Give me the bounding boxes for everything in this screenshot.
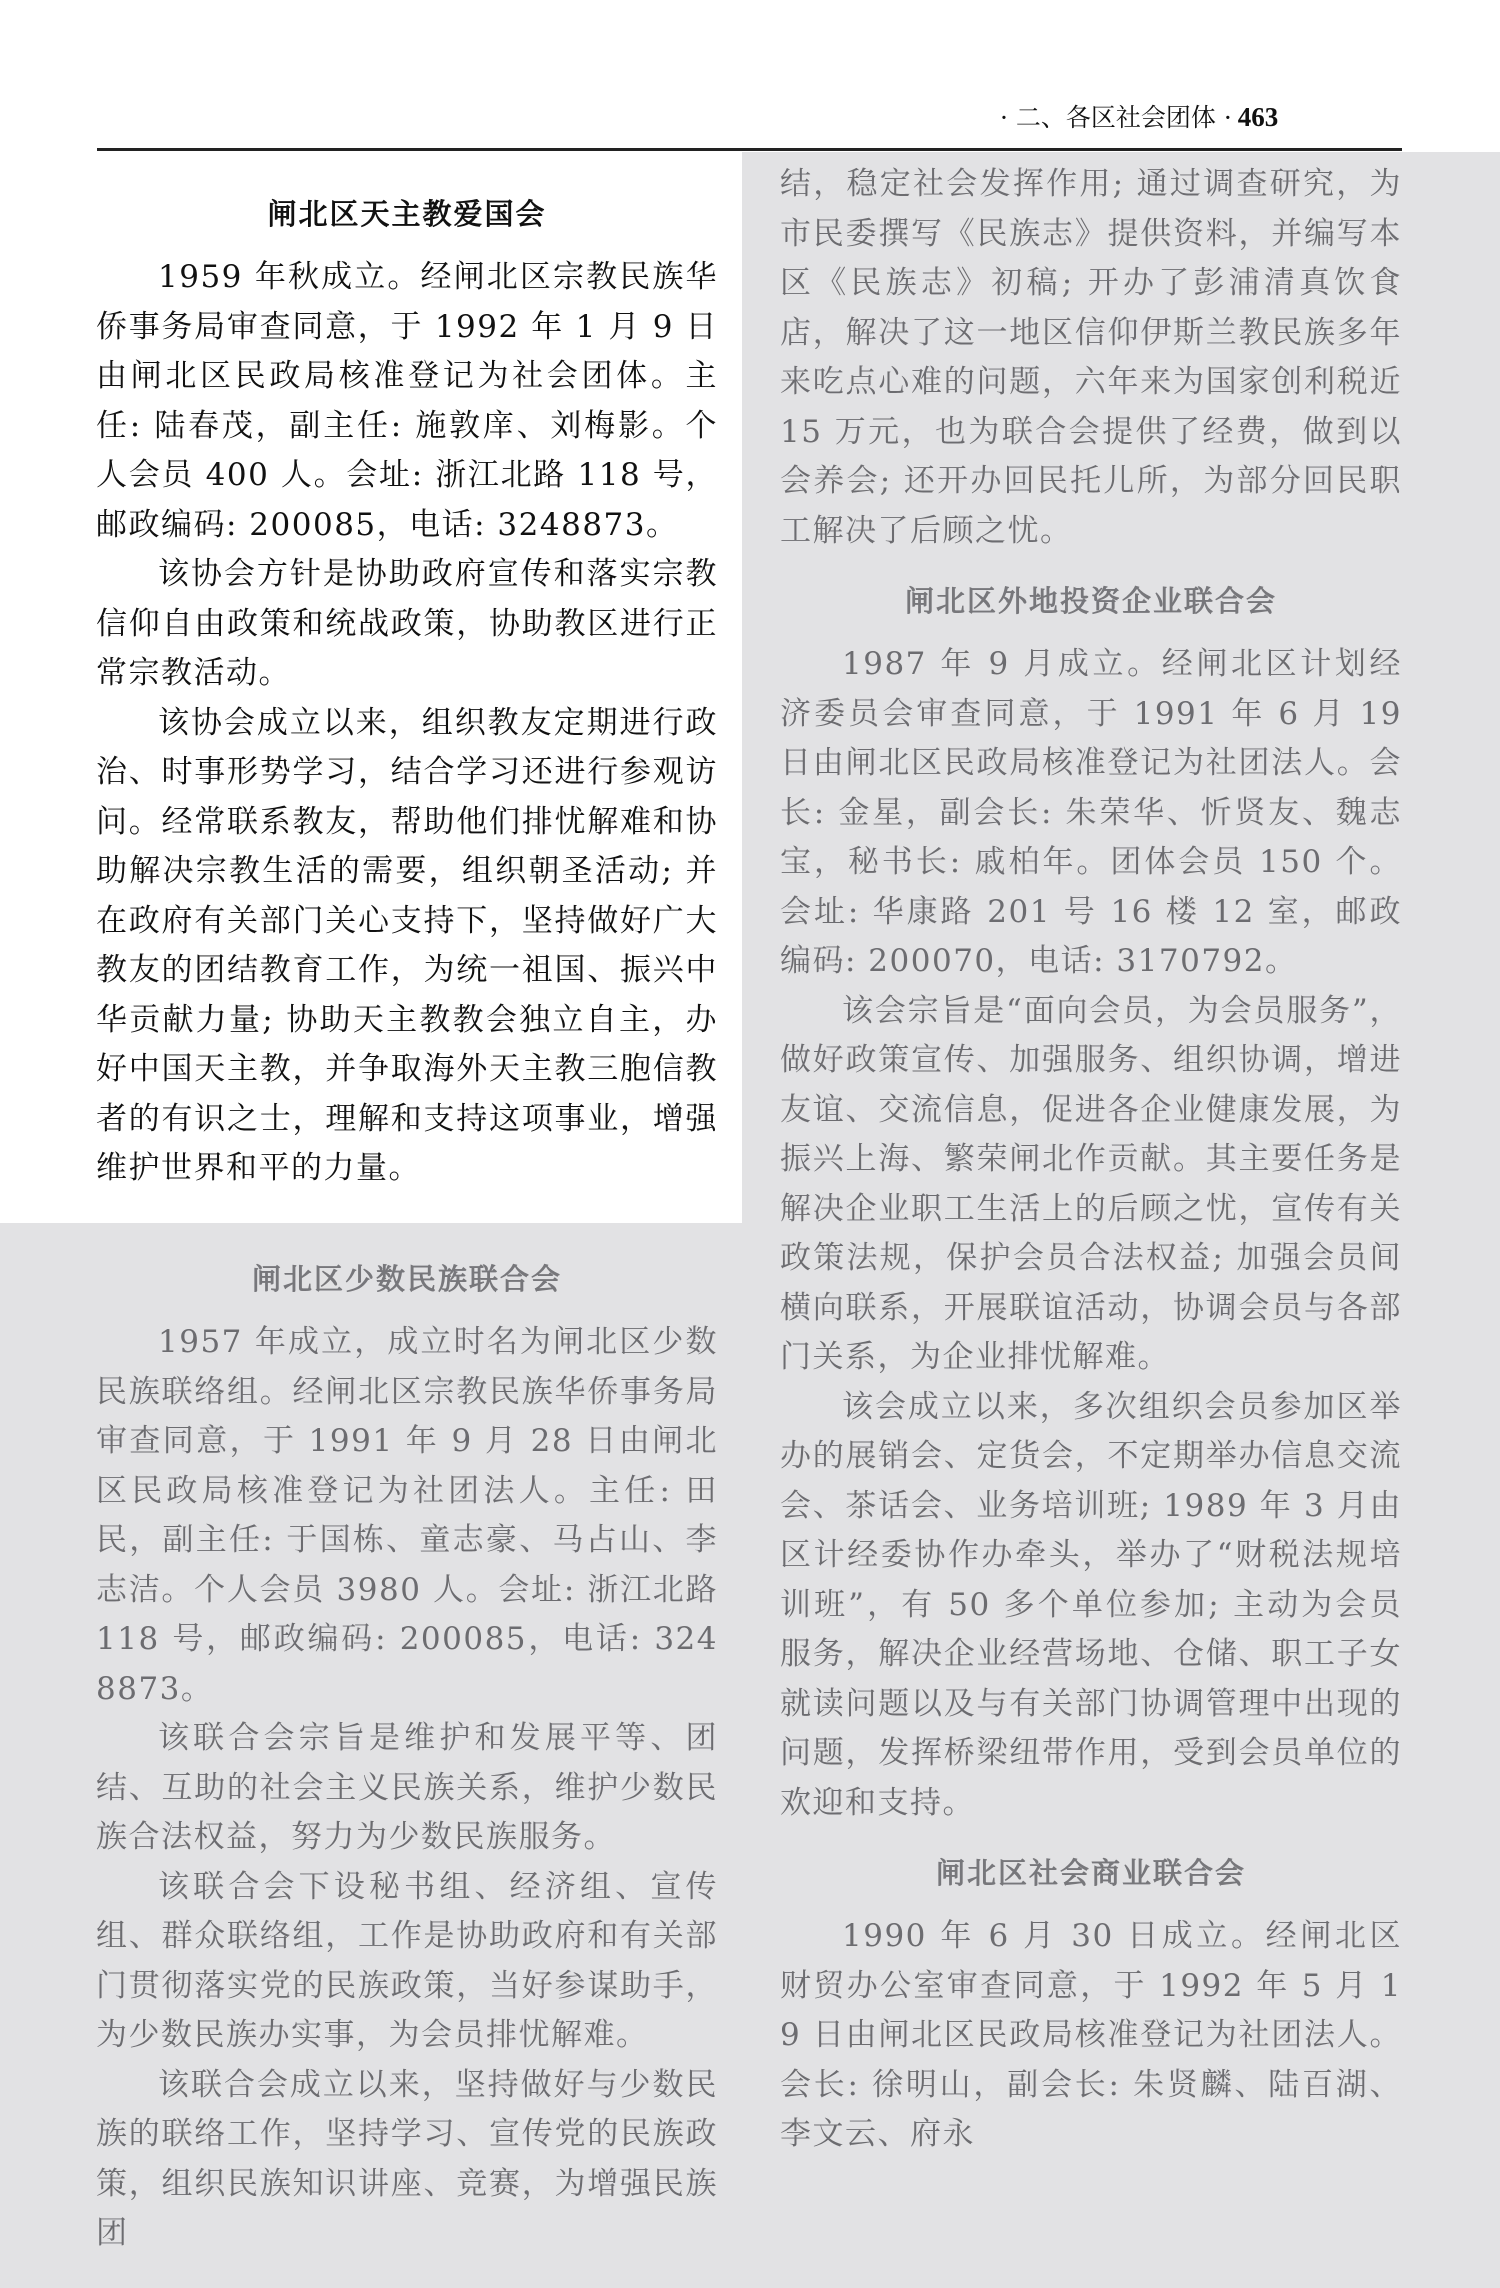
header-section: · 二、各区社会团体 ·	[1000, 103, 1232, 132]
article-title: 闸北区天主教爱国会	[267, 197, 547, 231]
article-paragraph: 该联合会宗旨是维护和发展平等、团结、互助的社会主义民族关系，维护少数民族合法权益，努力为少数民族服务。	[96, 1720, 718, 1855]
article-title: 闸北区外地投资企业联合会	[904, 584, 1277, 618]
article-paragraph: 该协会方针是协助政府宣传和落实宗教信仰自由政策和统战政策，协助教区进行正常宗教活动。	[96, 556, 718, 691]
continued-paragraph: 结，稳定社会发挥作用; 通过调查研究，为市民委撰写《民族志》提供资料，并编写本区《民族志》初稿; 开办了彭浦清真饮食店，解决了这一地区信仰伊斯兰教民族多年来吃点心难的问题，六年来为国家创利税近 15 万元，也为联合会提供了经费，做到以会养会; 还开办回民托儿所，为部分回民职工解决了后顾之忧。	[780, 166, 1402, 549]
running-header	[1000, 98, 1400, 134]
article-paragraph: 该会成立以来，多次组织会员参加区举办的展销会、定货会，不定期举办信息交流会、茶话会、业务培训班; 1989 年 3 月由区计经委协作办牵头，举办了“财税法规培训班”，有 50 多个单位参加; 主动为会员服务，解决企业经营场地、仓储、职工子女就读问题以及与有关部门协调管理中出现的问题，发挥桥梁纽带作用，受到会员单位的欢迎和支持。	[780, 1388, 1402, 1821]
article-social-commerce-federation	[780, 1834, 1402, 2160]
article-paragraph: 1987 年 9 月成立。经闸北区计划经济委员会审查同意，于 1991 年 6 月 19 日由闸北区民政局核准登记为社团法人。会长: 金星，副会长: 朱荣华、忻贤友、魏志宝，秘书长: 戚柏年。团体会员 150 个。会址: 华康路 201 号 16 楼 12 室，邮政编码: 200070，电话: 3170792。	[780, 646, 1402, 979]
article-paragraph: 该联合会成立以来，坚持做好与少数民族的联络工作，坚持学习、宣传党的民族政策，组织民族知识讲座、竞赛，为增强民族团	[96, 2066, 718, 2251]
header-rule	[97, 148, 1402, 151]
article-title: 闸北区少数民族联合会	[251, 1262, 562, 1296]
page-number: 463	[1237, 102, 1279, 132]
article-catholic-association	[96, 175, 718, 1194]
article-paragraph: 该联合会下设秘书组、经济组、宣传组、群众联络组，工作是协助政府和有关部门贯彻落实党的民族政策，当好参谋助手，为少数民族办实事，为会员排忧解难。	[96, 1868, 718, 2053]
article-title: 闸北区社会商业联合会	[935, 1856, 1246, 1890]
article-paragraph: 该协会成立以来，组织教友定期进行政治、时事形势学习，结合学习还进行参观访问。经常联系教友，帮助他们排忧解难和协助解决宗教生活的需要，组织朝圣活动; 并在政府有关部门关心支持下，坚持做好广大教友的团结教育工作，为统一祖国、振兴中华贡献力量; 协助天主教教会独立自主，办好中国天主教，并争取海外天主教三胞信教者的有识之士，理解和支持这项事业，增强维护世界和平的力量。	[96, 704, 718, 1186]
article-paragraph: 1990 年 6 月 30 日成立。经闸北区财贸办公室审查同意，于 1992 年 5 月 19 日由闸北区民政局核准登记为社团法人。会长: 徐明山，副会长: 朱贤麟、陆百湖、李文云、府永	[780, 1918, 1402, 2152]
article-paragraph: 1957 年成立，成立时名为闸北区少数民族联络组。经闸北区宗教民族华侨事务局审查同意，于 1991 年 9 月 28 日由闸北区民政局核准登记为社团法人。主任: 田民，副主任: 于国栋、童志豪、马占山、李志洁。个人会员 3980 人。会址: 浙江北路 118 号，邮政编码: 200085，电话: 3248873。	[96, 1324, 718, 1707]
article-foreign-investment-federation	[780, 562, 1402, 1828]
right-column	[780, 160, 1402, 2160]
article-paragraph: 该会宗旨是“面向会员，为会员服务”，做好政策宣传、加强服务、组织协调，增进友谊、交流信息，促进各企业健康发展，为振兴上海、繁荣闸北作贡献。其主要任务是解决企业职工生活上的后顾之忧，宣传有关政策法规，保护会员合法权益; 加强会员间横向联系，开展联谊活动，协调会员与各部门关系，为企业排忧解难。	[780, 992, 1402, 1375]
article-ethnic-minorities-federation	[96, 1240, 718, 2259]
article-paragraph: 1959 年秋成立。经闸北区宗教民族华侨事务局审查同意，于 1992 年 1 月 9 日由闸北区民政局核准登记为社会团体。主任: 陆春茂，副主任: 施敦庠、刘梅影。个人会员 400 人。会址: 浙江北路 118 号，邮政编码: 200085，电话: 3248873。	[96, 259, 718, 543]
